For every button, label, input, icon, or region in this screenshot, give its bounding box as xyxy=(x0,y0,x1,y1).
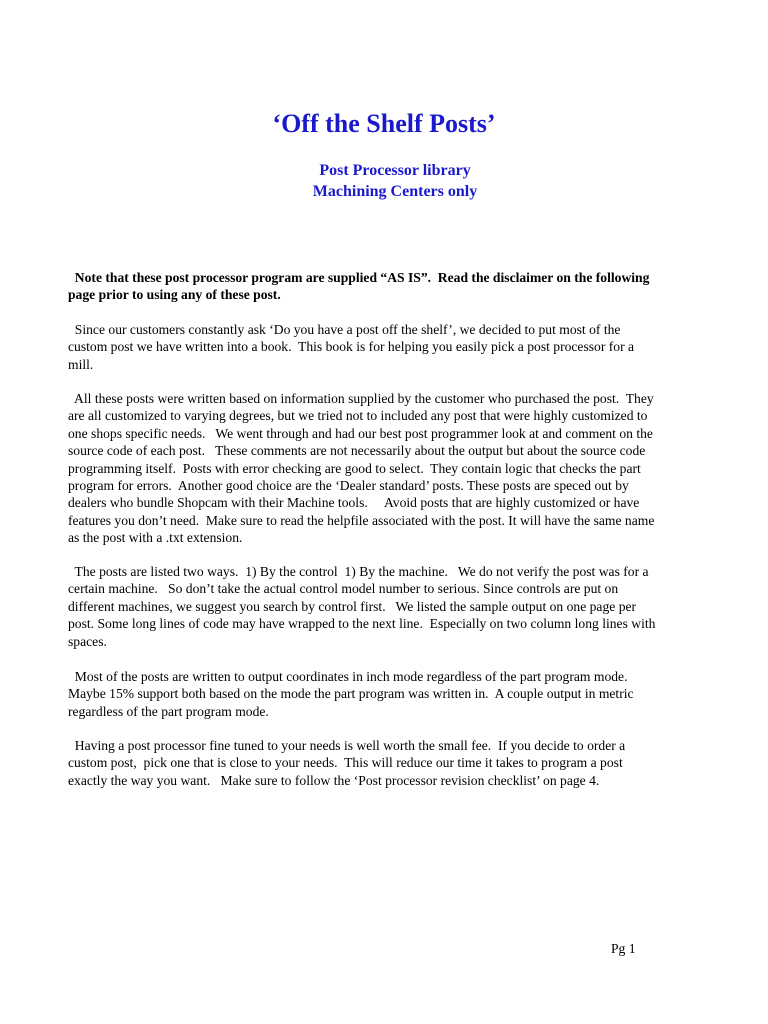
page-number: Pg 1 xyxy=(611,941,636,956)
listing-paragraph xyxy=(68,563,728,650)
paragraph-line: custom post we have written into a book. This book is for helping you easily pick a post processor for a xyxy=(68,339,635,355)
paragraph-line: post. Some long lines of code may have wrapped to the next line. Especially on two column long lines with xyxy=(68,616,656,632)
page-title: ‘Off the Shelf Posts’ xyxy=(272,109,496,138)
paragraph-line: one shops specific needs. We went through and had our best post programmer look at and comment on the xyxy=(68,425,653,441)
paragraph-line: mill. xyxy=(68,356,94,372)
paragraph-line: Having a post processor fine tuned to your needs is well worth the small fee. If you decide to order a xyxy=(68,738,626,753)
paragraph-line: features you don’t need. Make sure to read the helpfile associated with the post. It will have the same name xyxy=(68,512,655,528)
paragraph-line: program for errors. Another good choice are the ‘Dealer standard’ posts. These posts are speced out by xyxy=(68,478,629,494)
custom-post-paragraph xyxy=(68,737,728,789)
paragraph-line: page prior to using any of these post. xyxy=(68,287,281,303)
paragraph-line: custom post, pick one that is close to your needs. This will reduce our time it takes to program a post xyxy=(68,755,623,771)
paragraph-line: Since our customers constantly ask ‘Do you have a post off the shelf’, we decided to put most of the xyxy=(68,322,621,337)
paragraph-line: Most of the posts are written to output coordinates in inch mode regardless of the part program mode. xyxy=(68,669,628,684)
paragraph-line: different machines, we suggest you search by control first. We listed the sample output on one page per xyxy=(68,598,637,614)
paragraph-line: spaces. xyxy=(68,633,107,649)
subtitle-scope: Machining Centers only xyxy=(312,183,478,200)
paragraph-line: dealers who bundle Shopcam with their Machine tools. Avoid posts that are highly customized or have xyxy=(68,495,640,511)
paragraph-line: are all customized to varying degrees, but we tried not to included any post that were highly customized to xyxy=(68,408,648,424)
paragraph-line: certain machine. So don’t take the actual control model number to serious. Since controls are put on xyxy=(68,581,619,597)
paragraph-line: source code of each post. These comments are not necessarily about the output but about the source code xyxy=(68,443,646,459)
subtitle-library: Post Processor library xyxy=(319,162,471,179)
disclaimer-paragraph xyxy=(68,269,728,304)
paragraph-line: All these posts were written based on information supplied by the customer who purchased the post. They xyxy=(68,391,654,406)
units-paragraph xyxy=(68,668,728,720)
paragraph-line: exactly the way you want. Make sure to follow the ‘Post processor revision checklist’ on page 4. xyxy=(68,772,600,788)
customization-paragraph xyxy=(68,390,728,547)
paragraph-line: Note that these post processor program are supplied “AS IS”. Read the disclaimer on the following xyxy=(68,270,650,285)
paragraph-line: programming itself. Posts with error checking are good to select. They contain logic that checks the part xyxy=(68,460,641,476)
paragraph-line: regardless of the part program mode. xyxy=(68,703,269,719)
intro-paragraph xyxy=(68,321,728,373)
paragraph-line: The posts are listed two ways. 1) By the control 1) By the machine. We do not verify the post was for a xyxy=(68,564,649,579)
paragraph-line: as the post with a .txt extension. xyxy=(68,530,243,546)
paragraph-line: Maybe 15% support both based on the mode the part program was written in. A couple output in metric xyxy=(68,686,634,702)
